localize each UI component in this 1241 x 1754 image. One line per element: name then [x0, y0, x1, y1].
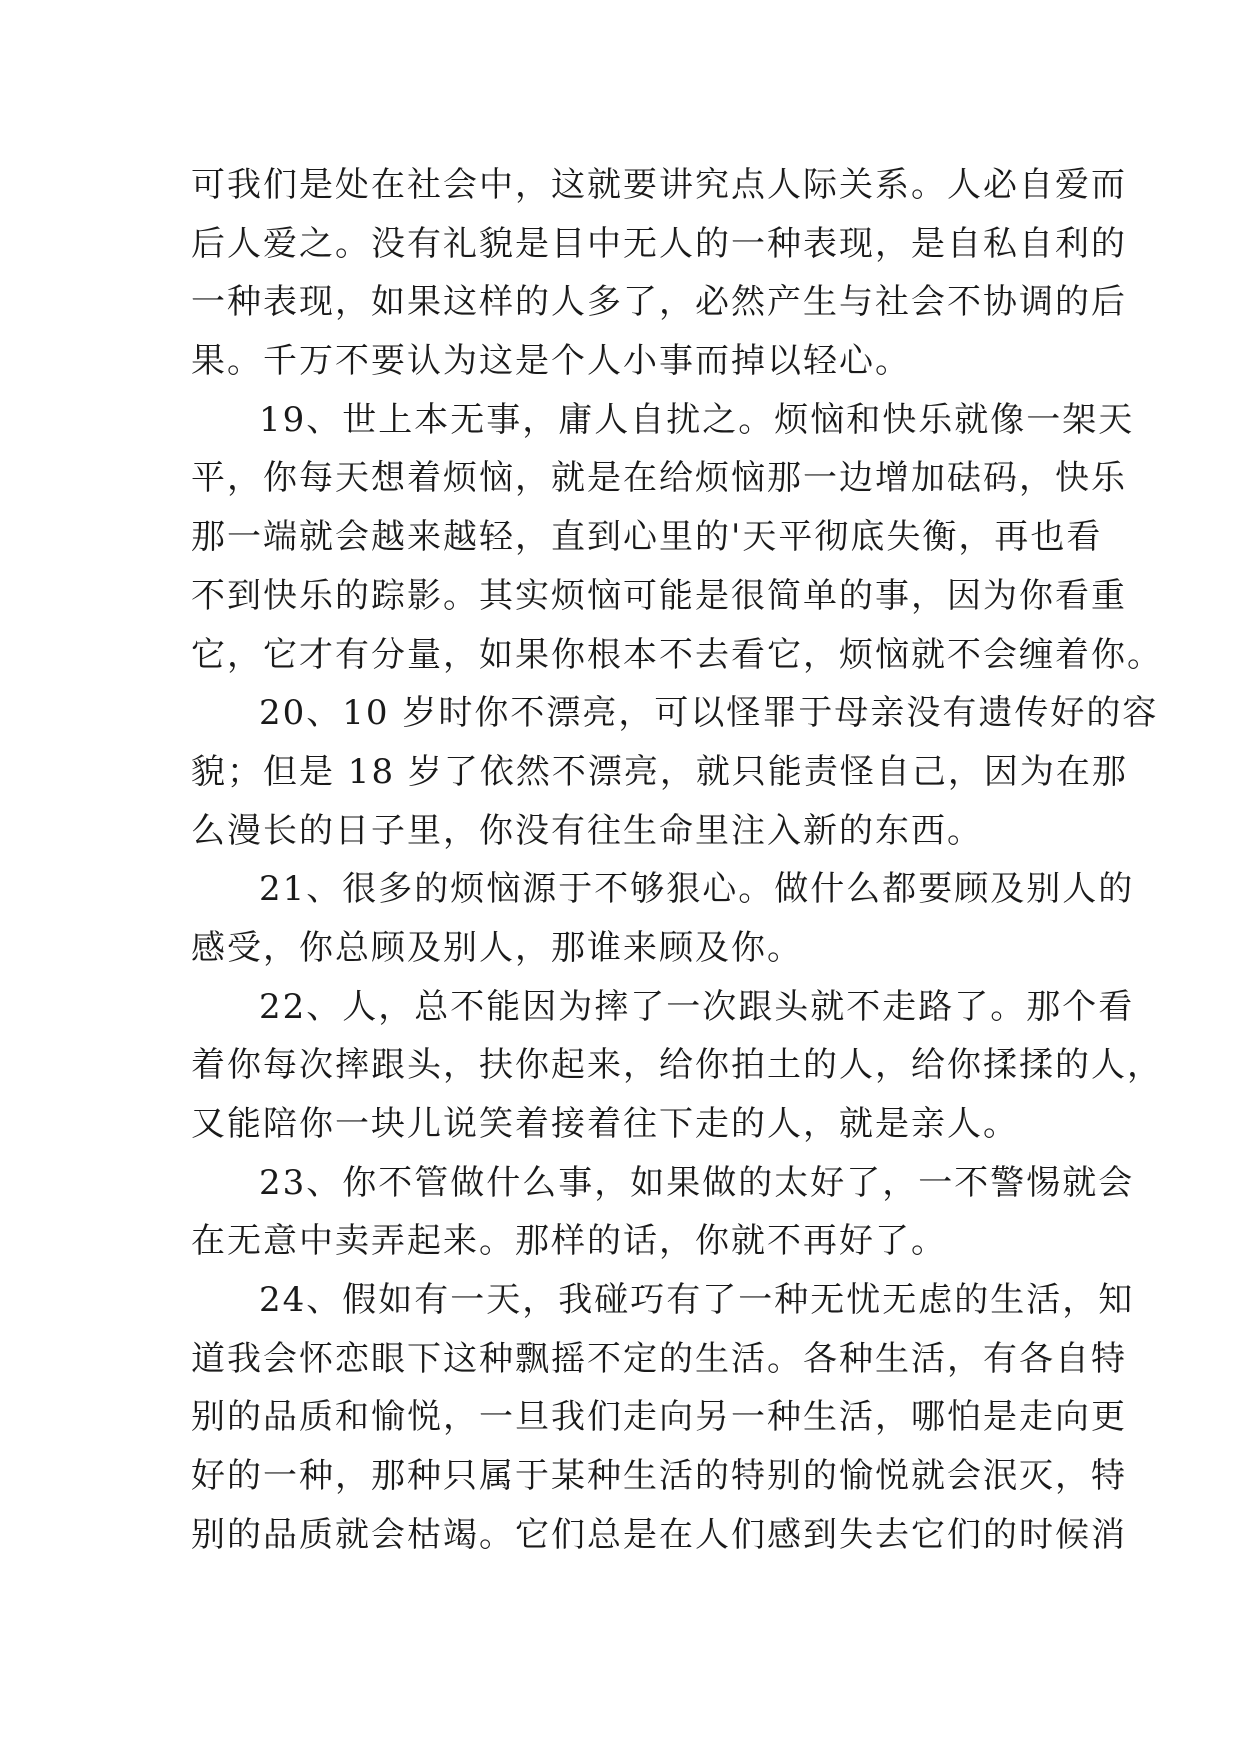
text-line: 感受，你总顾及别人，那谁来顾及你。 — [191, 927, 803, 968]
text-line: 着你每次摔跟头，扶你起来，给你拍土的人，给你揉揉的人， — [191, 1045, 1163, 1086]
text-line: 道我会怀恋眼下这种飘摇不定的生活。各种生活，有各自特 — [191, 1338, 1127, 1379]
paragraph-22-first-line: 22、人，总不能因为摔了一次跟头就不走路了。那个看 — [259, 986, 1135, 1027]
text-line: 不到快乐的踪影。其实烦恼可能是很简单的事，因为你看重 — [191, 575, 1127, 616]
paragraph-24-first-line: 24、假如有一天，我碰巧有了一种无忧无虑的生活，知 — [259, 1280, 1135, 1321]
paragraph-21-first-line: 21、很多的烦恼源于不够狠心。做什么都要顾及别人的 — [259, 869, 1135, 910]
paragraph-19-first-line: 19、世上本无事，庸人自扰之。烦恼和快乐就像一架天 — [259, 399, 1135, 440]
text-line: 在无意中卖弄起来。那样的话，你就不再好了。 — [191, 1221, 947, 1262]
text-line: 那一端就会越来越轻，直到心里的'天平彻底失衡，再也看 — [191, 517, 1103, 558]
text-line: 别的品质就会枯竭。它们总是在人们感到失去它们的时候消 — [191, 1514, 1127, 1555]
text-line: 果。千万不要认为这是个人小事而掉以轻心。 — [191, 341, 911, 382]
text-line: 一种表现，如果这样的人多了，必然产生与社会不协调的后 — [191, 282, 1127, 323]
text-line: 又能陪你一块儿说笑着接着往下走的人，就是亲人。 — [191, 1104, 1019, 1144]
body-text — [191, 156, 1163, 1565]
text-line: 好的一种，那种只属于某种生活的特别的愉悦就会泯灭，特 — [191, 1456, 1127, 1497]
text-line: 可我们是处在社会中，这就要讲究点人际关系。人必自爱而 — [191, 165, 1127, 205]
text-line: 貌；但是 18 岁了依然不漂亮，就只能责怪自己，因为在那 — [191, 751, 1128, 792]
text-line: 平，你每天想着烦恼，就是在给烦恼那一边增加砝码，快乐 — [191, 458, 1127, 499]
paragraph-23-first-line: 23、你不管做什么事，如果做的太好了，一不警惕就会 — [259, 1162, 1135, 1203]
paragraph-20-first-line: 20、10 岁时你不漂亮，可以怪罪于母亲没有遗传好的容 — [259, 693, 1159, 734]
text-line: 别的品质和愉悦，一旦我们走向另一种生活，哪怕是走向更 — [191, 1397, 1127, 1438]
text-line: 后人爱之。没有礼貌是目中无人的一种表现，是自私自利的 — [191, 223, 1127, 264]
text-line: 么漫长的日子里，你没有往生命里注入新的东西。 — [191, 810, 983, 851]
text-line: 它，它才有分量，如果你根本不去看它，烦恼就不会缠着你。 — [191, 634, 1163, 675]
